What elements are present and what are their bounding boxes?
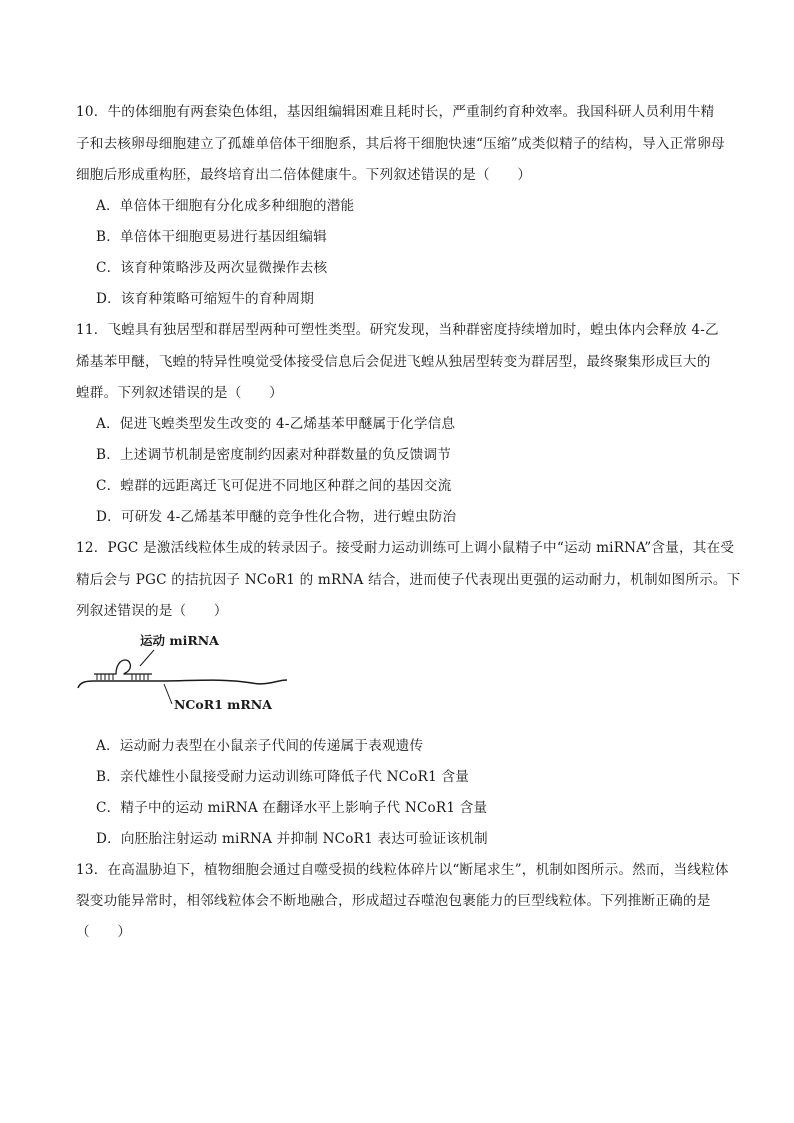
- q11-stem-line: 蝗群。下列叙述错误的是（ ）: [76, 385, 283, 401]
- q12-option-a: A．运动耐力表型在小鼠亲子代间的传递属于表观遗传: [96, 738, 424, 754]
- q12-stem-line: 列叙述错误的是（ ）: [76, 603, 228, 619]
- q12-option-b: B．亲代雄性小鼠接受耐力运动训练可降低子代 NCoR1 含量: [96, 769, 470, 785]
- q10-option-c: C．该育种策略涉及两次显微操作去核: [96, 260, 328, 276]
- mrna-leader-line: [164, 684, 172, 704]
- q12-stem-line: 精后会与 PGC 的拮抗因子 NCoR1 的 mRNA 结合，进而使子代表现出更强的运动耐力，机制如图所示。下: [76, 572, 741, 588]
- q10-option-d: D．该育种策略可缩短牛的育种周期: [96, 291, 315, 307]
- base-pair-ticks: [97, 674, 148, 680]
- q12-option-d: D．向胚胎注射运动 miRNA 并抑制 NCoR1 表达可验证该机制: [96, 831, 488, 847]
- q11-option-b: B．上述调节机制是密度制约因素对种群数量的负反馈调节: [96, 447, 452, 463]
- q10-option-a: A．单倍体干细胞有分化成多种细胞的潜能: [96, 198, 355, 214]
- q13-stem-line: 13．在高温胁迫下，植物细胞会通过自噬受损的线粒体碎片以“断尾求生”，机制如图所示。然而，当线粒体: [76, 862, 729, 878]
- q13-stem-line: （ ）: [76, 924, 132, 940]
- ncor1-mrna-label: NCoR1 mRNA: [174, 697, 272, 712]
- ncor1-mrna-strand: [78, 680, 287, 688]
- q11-option-a: A．促进飞蝗类型发生改变的 4-乙烯基苯甲醚属于化学信息: [96, 416, 456, 432]
- mirna-leader-line: [140, 650, 154, 666]
- q12-option-c: C．精子中的运动 miRNA 在翻译水平上影响子代 NCoR1 含量: [96, 800, 488, 816]
- q10-stem-line: 10．牛的体细胞有两套染色体组，基因组编辑困难且耗时长，严重制约育种效率。我国科研人员利用牛精: [76, 104, 715, 120]
- q11-stem-line: 11．飞蝗具有独居型和群居型两种可塑性类型。研究发现，当种群密度持续增加时，蝗虫体内会释放 4-乙: [76, 322, 719, 338]
- q11-option-d: D．可研发 4-乙烯基苯甲醚的竞争性化合物，进行蝗虫防治: [96, 509, 457, 525]
- q10-option-b: B．单倍体干细胞更易进行基因组编辑: [96, 229, 327, 245]
- q10-stem-line: 子和去核卵母细胞建立了孤雄单倍体干细胞系，其后将干细胞快速“压缩”成类似精子的结构，导入正常卵母: [76, 136, 725, 152]
- q10-stem-line: 细胞后形成重构胚，最终培育出二倍体健康牛。下列叙述错误的是（ ）: [76, 167, 532, 183]
- q12-stem-line: 12．PGC 是激活线粒体生成的转录因子。接受耐力运动训练可上调小鼠精子中“运动 miRNA”含量，其在受: [76, 540, 735, 556]
- q11-option-c: C．蝗群的远距离迁飞可促进不同地区种群之间的基因交流: [96, 478, 452, 494]
- q11-stem-line: 烯基苯甲醚，飞蝗的特异性嗅觉受体接受信息后会促进飞蝗从独居型转变为群居型，最终聚集形成巨大的: [76, 354, 711, 370]
- mirna-binding-diagram: [72, 628, 292, 718]
- mirna-label: 运动 miRNA: [140, 633, 219, 648]
- q13-stem-line: 裂变功能异常时，相邻线粒体会不断地融合，形成超过吞噬泡包裹能力的巨型线粒体。下列推断正确的是: [76, 893, 711, 909]
